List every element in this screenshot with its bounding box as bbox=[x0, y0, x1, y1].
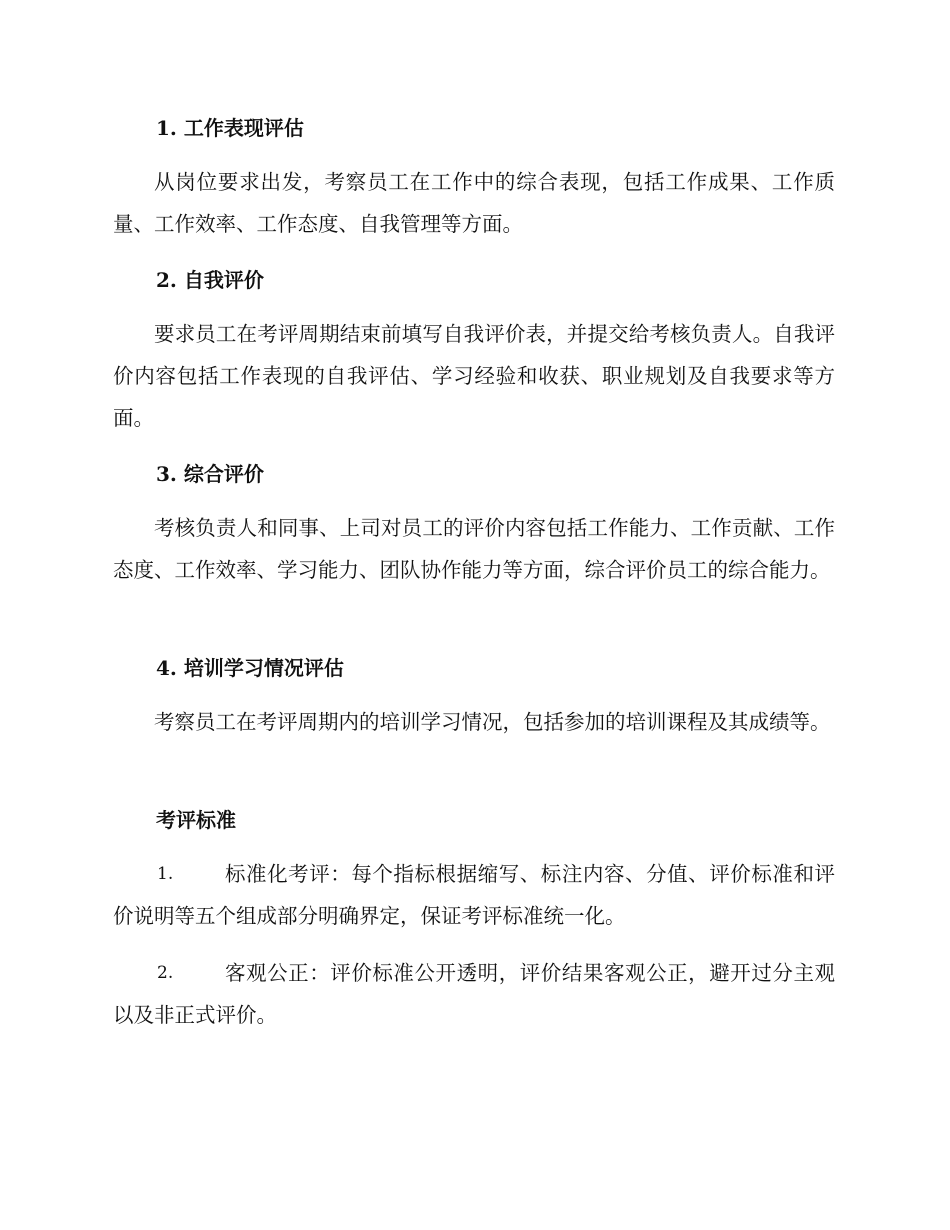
list-item-text: 标准化考评：每个指标根据缩写、标注内容、分值、评价标准和评价说明等五个组成部分明确界定，保证考评标准统一化。 bbox=[113, 862, 835, 928]
list-item-text: 客观公正：评价标准公开透明，评价结果客观公正，避开过分主观以及非正式评价。 bbox=[113, 961, 835, 1027]
list-item-number: 2. bbox=[157, 963, 174, 983]
section-heading-training-evaluation: 4. 培训学习情况评估 bbox=[156, 656, 344, 680]
standards-list-item bbox=[113, 952, 835, 1036]
section-body-self-evaluation: 要求员工在考评周期结束前填写自我评价表，并提交给考核负责人。自我评价内容包括工作表现的自我评估、学习经验和收获、职业规划及自我要求等方面。 bbox=[113, 322, 835, 430]
section-heading-comprehensive-evaluation: 3. 综合评价 bbox=[156, 462, 264, 486]
section-heading-work-performance: 1. 工作表现评估 bbox=[156, 116, 304, 140]
section-body-training-evaluation: 考察员工在考评周期内的培训学习情况，包括参加的培训课程及其成绩等。 bbox=[154, 710, 831, 734]
section-body-work-performance: 从岗位要求出发，考察员工在工作中的综合表现，包括工作成果、工作质量、工作效率、工作态度、自我管理等方面。 bbox=[113, 170, 835, 236]
standards-list-item bbox=[113, 853, 835, 937]
standards-heading: 考评标准 bbox=[156, 808, 236, 832]
list-item-number: 1. bbox=[157, 864, 174, 884]
section-body-comprehensive-evaluation: 考核负责人和同事、上司对员工的评价内容包括工作能力、工作贡献、工作态度、工作效率、学习能力、团队协作能力等方面，综合评价员工的综合能力。 bbox=[113, 516, 835, 582]
section-heading-self-evaluation: 2. 自我评价 bbox=[156, 268, 264, 292]
